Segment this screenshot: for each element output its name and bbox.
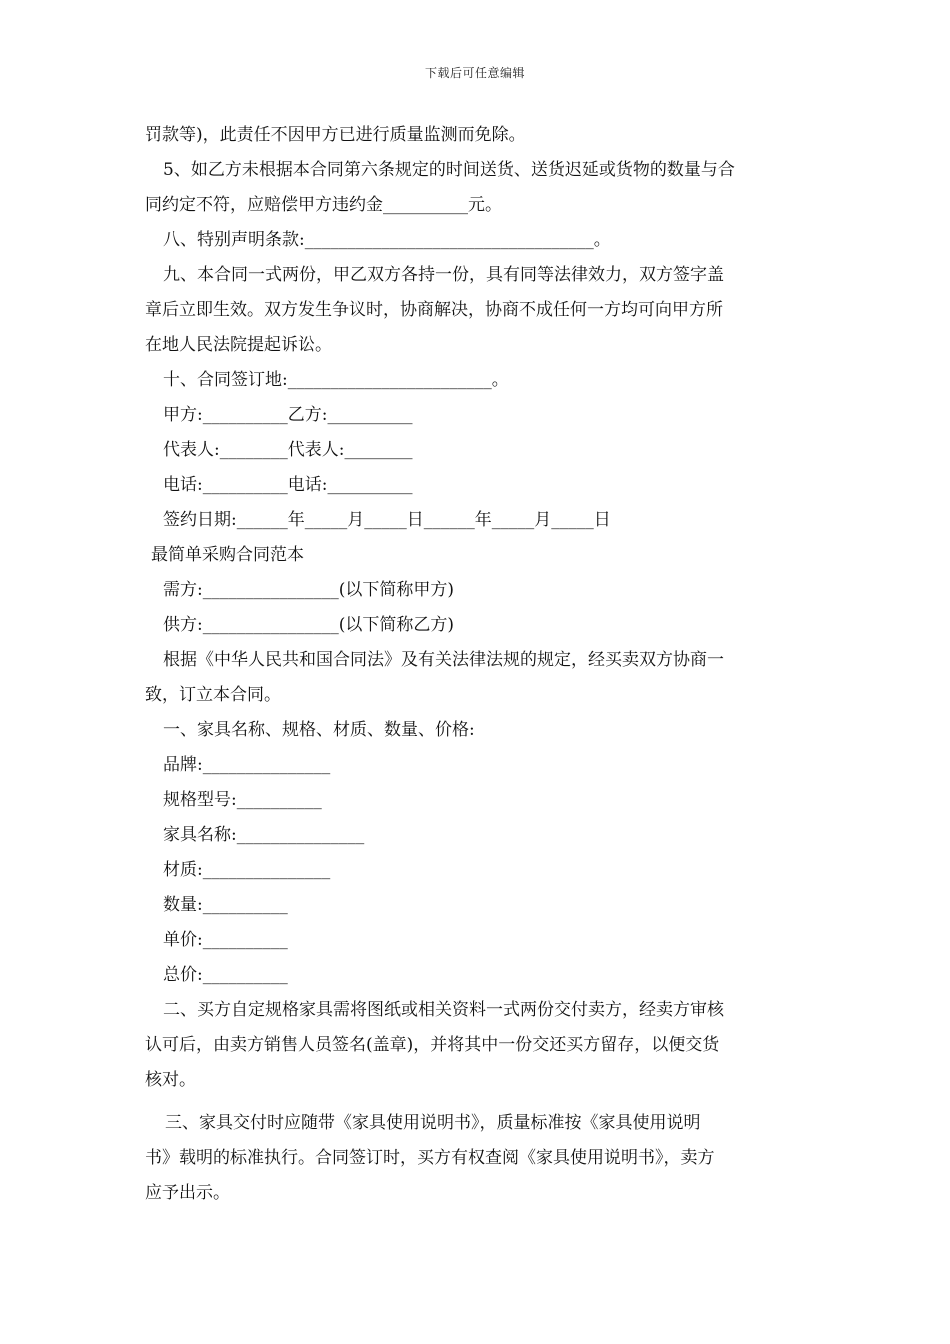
clause-9-line-1: 九、本合同一式两份，甲乙双方各持一份，具有同等法律效力，双方签字盖 (163, 265, 724, 285)
clause-9-line-2: 章后立即生效。双方发生争议时，协商解决，协商不成任何一方均可向甲方所 (145, 300, 723, 320)
party-line: 甲方:__________乙方:__________ (163, 405, 413, 425)
item-2-line-2: 认可后，由卖方销售人员签名(盖章)，并将其中一份交还买方留存，以便交货 (145, 1035, 720, 1055)
field-material: 材质:_______________ (163, 860, 331, 880)
item-3-line-2: 书》载明的标准执行。合同签订时，买方有权查阅《家具使用说明书》，卖方 (145, 1148, 715, 1168)
field-model: 规格型号:__________ (163, 790, 322, 810)
text-line: 罚款等)，此责任不因甲方已进行质量监测而免除。 (145, 125, 526, 145)
field-total-price: 总价:__________ (163, 965, 288, 985)
field-brand: 品牌:_______________ (163, 755, 331, 775)
page-header: 下载后可任意编辑 (424, 66, 525, 80)
representative-line: 代表人:________代表人:________ (163, 440, 413, 460)
item-3-line-1: 三、家具交付时应随带《家具使用说明书》，质量标准按《家具使用说明 (165, 1113, 701, 1133)
preamble-line-2: 致，订立本合同。 (145, 685, 281, 705)
item-1-heading: 一、家具名称、规格、材质、数量、价格: (163, 720, 475, 740)
document-body (145, 118, 810, 1211)
phone-line: 电话:__________电话:__________ (163, 475, 413, 495)
buyer-line: 需方:________________(以下简称甲方) (163, 580, 454, 600)
supplier-line: 供方:________________(以下简称乙方) (163, 615, 454, 635)
clause-8: 八、特别声明条款:__________________________________。 (163, 230, 611, 250)
sign-date-line: 签约日期:______年_____月_____日______年_____月_____日 (163, 510, 611, 530)
field-furniture-name: 家具名称:_______________ (163, 825, 365, 845)
field-quantity: 数量:__________ (163, 895, 288, 915)
clause-5-line-2: 同约定不符，应赔偿甲方违约金__________元。 (145, 195, 502, 215)
preamble-line-1: 根据《中华人民共和国合同法》及有关法律法规的规定，经买卖双方协商一 (163, 650, 724, 670)
clause-9-line-3: 在地人民法院提起诉讼。 (145, 335, 332, 355)
section-title: 最简单采购合同范本 (151, 545, 304, 565)
clause-10: 十、合同签订地:________________________。 (163, 370, 509, 390)
item-2-line-1: 二、买方自定规格家具需将图纸或相关资料一式两份交付卖方，经卖方审核 (163, 1000, 724, 1020)
item-3-line-3: 应予出示。 (145, 1183, 230, 1203)
field-unit-price: 单价:__________ (163, 930, 288, 950)
clause-5-line-1: 5、如乙方未根据本合同第六条规定的时间送货、送货迟延或货物的数量与合 (163, 160, 735, 180)
item-2-line-3: 核对。 (145, 1070, 196, 1090)
